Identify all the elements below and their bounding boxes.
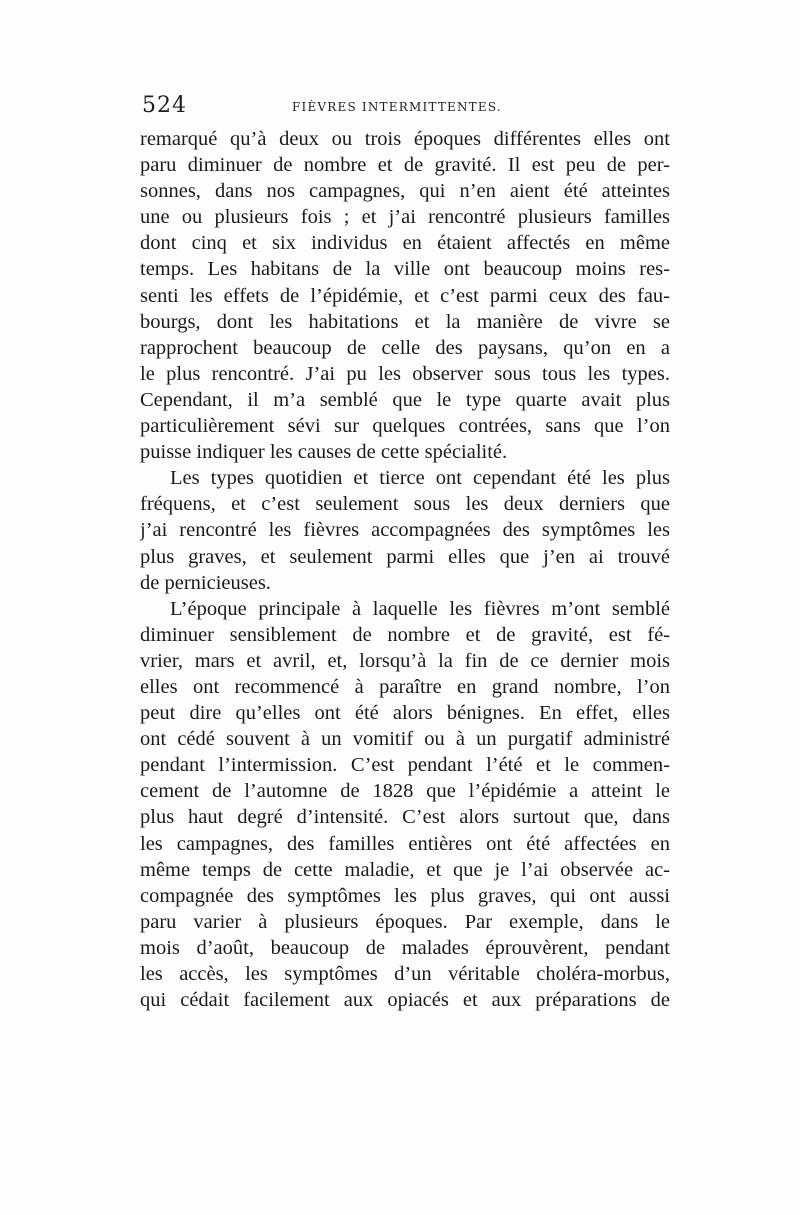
text-line: les campagnes, des familles entières ont été affectées en	[140, 832, 670, 855]
text-line: paru varier à plusieurs époques. Par exemple, dans le	[140, 910, 670, 933]
text-line: puisse indiquer les causes de cette spécialité.	[140, 441, 508, 464]
body-text	[140, 126, 670, 1013]
text-line: particulièrement sévi sur quelques contrées, sans que l’on	[140, 415, 670, 438]
page-header	[142, 93, 672, 123]
text-line: pendant l’intermission. C’est pendant l’été et le commen-	[140, 754, 670, 777]
text-line: elles ont recommencé à paraître en grand nombre, l’on	[140, 675, 670, 698]
text-line: dont cinq et six individus en étaient affectés en même	[140, 232, 670, 255]
text-line: rapprochent beaucoup de celle des paysans, qu’on en a	[140, 336, 670, 359]
text-line: vrier, mars et avril, et, lorsqu’à la fin de ce dernier mois	[140, 649, 670, 672]
text-line: même temps de cette maladie, et que je l’ai observée ac-	[140, 858, 670, 881]
text-line: mois d’août, beaucoup de malades éprouvèrent, pendant	[140, 936, 670, 959]
text-line: ont cédé souvent à un vomitif ou à un purgatif administré	[140, 728, 670, 751]
text-line: compagnée des symptômes les plus graves, qui ont aussi	[140, 884, 670, 907]
text-line: L’époque principale à laquelle les fièvres m’ont semblé	[170, 597, 670, 620]
text-line: sonnes, dans nos campagnes, qui n’en aient été atteintes	[140, 180, 670, 203]
text-line: plus graves, et seulement parmi elles que j’en ai trouvé	[140, 545, 670, 568]
text-line: j’ai rencontré les fièvres accompagnées des symptômes les	[140, 519, 670, 542]
text-line: fréquens, et c’est seulement sous les deux derniers que	[140, 493, 670, 516]
text-line: diminuer sensiblement de nombre et de gravité, est fé-	[140, 623, 670, 646]
text-line: senti les effets de l’épidémie, et c’est parmi ceux des fau-	[140, 284, 670, 307]
text-line: peut dire qu’elles ont été alors bénignes. En effet, elles	[140, 702, 670, 725]
text-line: temps. Les habitans de la ville ont beaucoup moins res-	[140, 258, 670, 281]
text-line: paru diminuer de nombre et de gravité. Il est peu de per-	[140, 154, 670, 177]
text-line: bourgs, dont les habitations et la manière de vivre se	[140, 310, 670, 333]
text-line: plus haut degré d’intensité. C’est alors surtout que, dans	[140, 806, 670, 829]
text-line: le plus rencontré. J’ai pu les observer sous tous les types.	[140, 362, 670, 385]
page-number: 524	[142, 93, 187, 118]
text-line: une ou plusieurs fois ; et j’ai rencontré plusieurs familles	[140, 206, 670, 229]
text-line: Cependant, il m’a semblé que le type quarte avait plus	[140, 388, 670, 411]
text-line: de pernicieuses.	[140, 571, 271, 594]
running-title: FIÈVRES INTERMITTENTES.	[292, 100, 502, 114]
text-line: Les types quotidien et tierce ont cependant été les plus	[170, 467, 670, 490]
text-line: cement de l’automne de 1828 que l’épidémie a atteint le	[140, 780, 670, 803]
text-line: qui cédait facilement aux opiacés et aux préparations de	[140, 989, 670, 1012]
text-line: les accès, les symptômes d’un véritable choléra-morbus,	[140, 963, 670, 985]
text-line: remarqué qu’à deux ou trois époques différentes elles ont	[140, 128, 670, 150]
